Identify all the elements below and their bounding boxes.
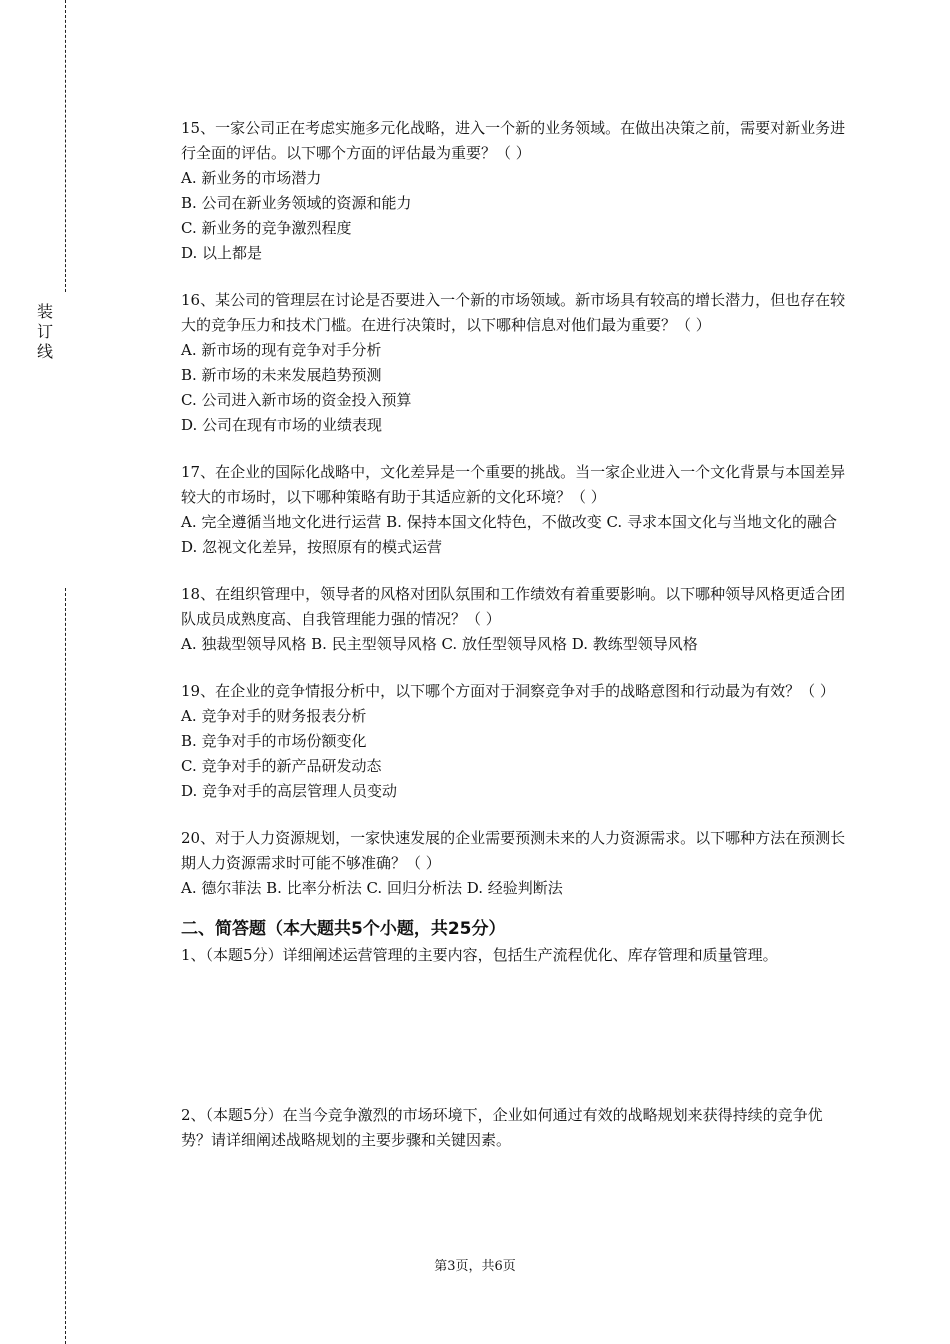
question-20 (181, 826, 851, 901)
binding-line-top (65, 0, 66, 292)
question-options: A. 独裁型领导风格 B. 民主型领导风格 C. 放任型领导风格 D. 教练型领导风格 (181, 635, 698, 653)
question-stem: 17、在企业的国际化战略中，文化差异是一个重要的挑战。当一家企业进入一个文化背景与本国差异较大的市场时，以下哪种策略有助于其适应新的文化环境？（ ） (181, 463, 846, 506)
binding-label (34, 302, 56, 362)
question-stem: 16、某公司的管理层在讨论是否要进入一个新的市场领域。新市场具有较高的增长潜力，但也存在较大的竞争压力和技术门槛。在进行决策时，以下哪种信息对他们最为重要？（ ） (181, 291, 846, 334)
option-d: D. 竞争对手的高层管理人员变动 (181, 782, 398, 800)
option-a: A. 竞争对手的财务报表分析 (181, 707, 367, 725)
question-stem: 19、在企业的竞争情报分析中，以下哪个方面对于洞察竞争对手的战略意图和行动最为有效？（ ） (181, 682, 835, 700)
question-stem: 15、一家公司正在考虑实施多元化战略，进入一个新的业务领域。在做出决策之前，需要对新业务进行全面的评估。以下哪个方面的评估最为重要？（ ） (181, 119, 846, 162)
question-19 (181, 679, 851, 804)
option-c: C. 公司进入新市场的资金投入预算 (181, 391, 412, 409)
question-15 (181, 116, 851, 266)
exam-content (181, 116, 851, 1153)
option-a: A. 新市场的现有竞争对手分析 (181, 341, 382, 359)
binding-char: 线 (36, 342, 53, 361)
option-c: C. 新业务的竞争激烈程度 (181, 219, 352, 237)
question-options: A. 完全遵循当地文化进行运营 B. 保持本国文化特色，不做改变 C. 寻求本国文化与当地文化的融合 D. 忽视文化差异，按照原有的模式运营 (181, 513, 837, 556)
option-b: B. 新市场的未来发展趋势预测 (181, 366, 382, 384)
question-stem: 20、对于人力资源规划，一家快速发展的企业需要预测未来的人力资源需求。以下哪种方法在预测长期人力资源需求时可能不够准确？（ ） (181, 829, 846, 872)
option-c: C. 竞争对手的新产品研发动态 (181, 757, 382, 775)
option-d: D. 公司在现有市场的业绩表现 (181, 416, 383, 434)
binding-char: 订 (36, 322, 53, 341)
option-a: A. 新业务的市场潜力 (181, 169, 322, 187)
option-b: B. 竞争对手的市场份额变化 (181, 732, 367, 750)
section-title-short-answer: 二、简答题（本大题共5个小题，共25分） (181, 919, 506, 939)
question-options: A. 德尔菲法 B. 比率分析法 C. 回归分析法 D. 经验判断法 (181, 879, 563, 897)
page-footer: 第3页，共6页 (434, 1259, 516, 1274)
option-d: D. 以上都是 (181, 244, 263, 262)
short-answer-2: 2、（本题5分）在当今竞争激烈的市场环境下，企业如何通过有效的战略规划来获得持续的竞争优势？请详细阐述战略规划的主要步骤和关键因素。 (181, 1106, 823, 1149)
question-17 (181, 460, 851, 560)
short-answer-1: 1、（本题5分）详细阐述运营管理的主要内容，包括生产流程优化、库存管理和质量管理。 (181, 946, 778, 964)
binding-line-bottom (65, 588, 66, 1344)
option-b: B. 公司在新业务领域的资源和能力 (181, 194, 412, 212)
question-stem: 18、在组织管理中，领导者的风格对团队氛围和工作绩效有着重要影响。以下哪种领导风格更适合团队成员成熟度高、自我管理能力强的情况？（ ） (181, 585, 846, 628)
question-18 (181, 582, 851, 657)
question-16 (181, 288, 851, 438)
binding-char: 装 (36, 302, 53, 321)
